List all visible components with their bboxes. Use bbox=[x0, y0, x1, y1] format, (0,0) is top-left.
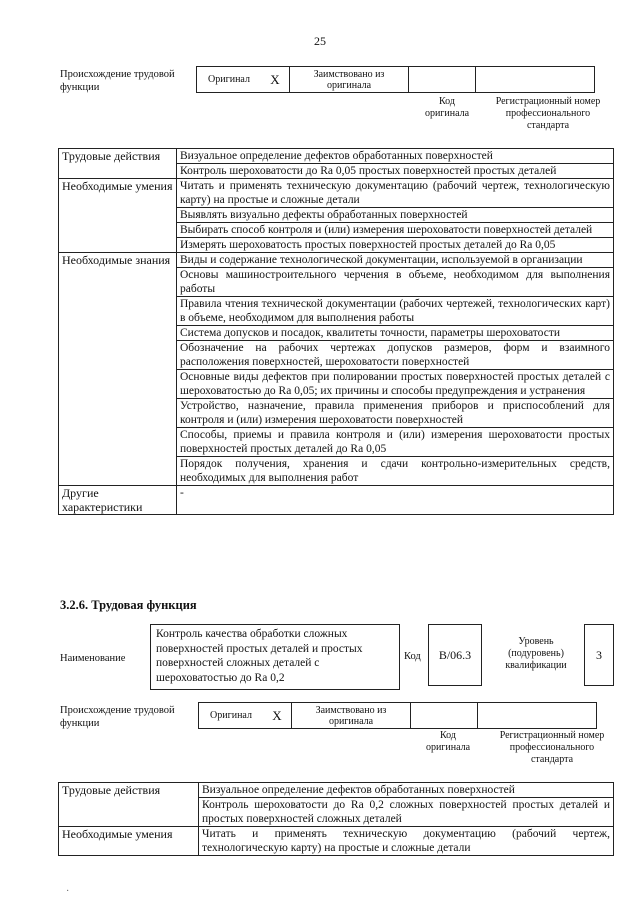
row-item: Устройство, назначение, правила применения приборов и приспособлений для контроля и (или) измерения шероховатости поверхностей bbox=[177, 399, 614, 428]
reg-number-cell bbox=[478, 703, 597, 729]
row-item: - bbox=[177, 486, 614, 515]
origin-table bbox=[196, 66, 595, 93]
row-item: Основы машиностроительного черчения в объеме, необходимом для выполнения работы bbox=[177, 268, 614, 297]
original-mark: X bbox=[263, 703, 292, 729]
competency-table-2 bbox=[58, 782, 614, 856]
row-item: Контроль шероховатости до Ra 0,05 простых поверхностей простых деталей bbox=[177, 164, 614, 179]
row-item: Система допусков и посадок, квалитеты точности, параметры шероховатости bbox=[177, 326, 614, 341]
code-caption: Код оригинала bbox=[424, 96, 470, 119]
origin-label: Происхождение трудовой функции bbox=[60, 705, 175, 729]
section-title: 3.2.6. Трудовая функция bbox=[60, 598, 197, 612]
original-code-cell bbox=[409, 67, 476, 93]
row-item: Измерять шероховатость простых поверхностей простых деталей до Ra 0,05 bbox=[177, 238, 614, 253]
function-code: B/06.3 bbox=[428, 624, 482, 686]
origin-table bbox=[198, 702, 597, 729]
page-number: 25 bbox=[314, 34, 326, 48]
reg-number-cell bbox=[476, 67, 595, 93]
name-label: Наименование bbox=[60, 653, 126, 664]
row-item: Виды и содержание технологической документации, используемой в организации bbox=[177, 253, 614, 268]
row-item: Способы, приемы и правила контроля и (или) измерения шероховатости простых поверхностей простых деталей до Ra 0,05 bbox=[177, 428, 614, 457]
row-item: Выбирать способ контроля и (или) измерения шероховатости поверхностей деталей bbox=[177, 223, 614, 238]
table-row bbox=[59, 486, 614, 515]
row-item: Читать и применять техническую документацию (рабочий чертеж, технологическую карту) на простые и сложные детали bbox=[177, 179, 614, 208]
table-row bbox=[59, 179, 614, 208]
row-item: Основные виды дефектов при полировании простых поверхностей простых деталей с шероховатостью до Ra 0,05; их причины и способы предупреждения и устранения bbox=[177, 370, 614, 399]
borrowed-label: Заимствовано из оригинала bbox=[292, 703, 411, 729]
competency-table-1 bbox=[58, 148, 614, 515]
table-row bbox=[59, 827, 614, 856]
table-row bbox=[59, 149, 614, 164]
origin-block-top bbox=[60, 66, 620, 136]
code-caption: Код оригинала bbox=[425, 730, 471, 753]
table-row bbox=[59, 783, 614, 798]
row-label: Необходимые умения bbox=[59, 827, 199, 856]
row-item: Визуальное определение дефектов обработанных поверхностей bbox=[199, 783, 614, 798]
level-value: 3 bbox=[584, 624, 614, 686]
row-item: Обозначение на рабочих чертежах допусков размеров, форм и взаимного расположения поверхностей, шероховатости поверхностей bbox=[177, 341, 614, 370]
row-label: Необходимые умения bbox=[59, 179, 177, 253]
original-label: Оригинал bbox=[199, 703, 264, 729]
origin-label: Происхождение трудовой функции bbox=[60, 69, 175, 93]
row-label: Трудовые действия bbox=[59, 783, 199, 827]
row-item: Визуальное определение дефектов обработанных поверхностей bbox=[177, 149, 614, 164]
original-mark: X bbox=[261, 67, 290, 93]
function-name: Контроль качества обработки сложных поверхностей простых деталей и простых поверхностей сложных деталей с шероховатостью до Ra 0,2 bbox=[150, 624, 400, 690]
reg-caption: Регистрационный номер профессионального стандарта bbox=[499, 730, 605, 765]
reg-caption: Регистрационный номер профессионального стандарта bbox=[495, 96, 601, 131]
table-row bbox=[59, 253, 614, 268]
borrowed-label: Заимствовано из оригинала bbox=[290, 67, 409, 93]
row-item: Выявлять визуально дефекты обработанных поверхностей bbox=[177, 208, 614, 223]
row-item: Контроль шероховатости до Ra 0,2 сложных поверхностей простых деталей и простых поверхностей сложных деталей bbox=[199, 798, 614, 827]
row-item: Правила чтения технической документации (рабочих чертежей, технологических карт) в объеме, необходимом для выполнения работы bbox=[177, 297, 614, 326]
origin-block-bottom bbox=[60, 702, 620, 772]
original-code-cell bbox=[411, 703, 478, 729]
row-label: Трудовые действия bbox=[59, 149, 177, 179]
code-label: Код bbox=[404, 651, 421, 662]
scan-mark: · bbox=[66, 886, 70, 897]
row-item: Порядок получения, хранения и сдачи контрольно-измерительных средств, необходимых для выполнения работ bbox=[177, 457, 614, 486]
level-label: Уровень (подуровень) квалификации bbox=[505, 636, 567, 671]
row-label: Необходимые знания bbox=[59, 253, 177, 486]
original-label: Оригинал bbox=[197, 67, 262, 93]
row-label: Другие характеристики bbox=[59, 486, 177, 515]
row-item: Читать и применять техническую документацию (рабочий чертеж, технологическую карту) на простые и сложные детали bbox=[199, 827, 614, 856]
